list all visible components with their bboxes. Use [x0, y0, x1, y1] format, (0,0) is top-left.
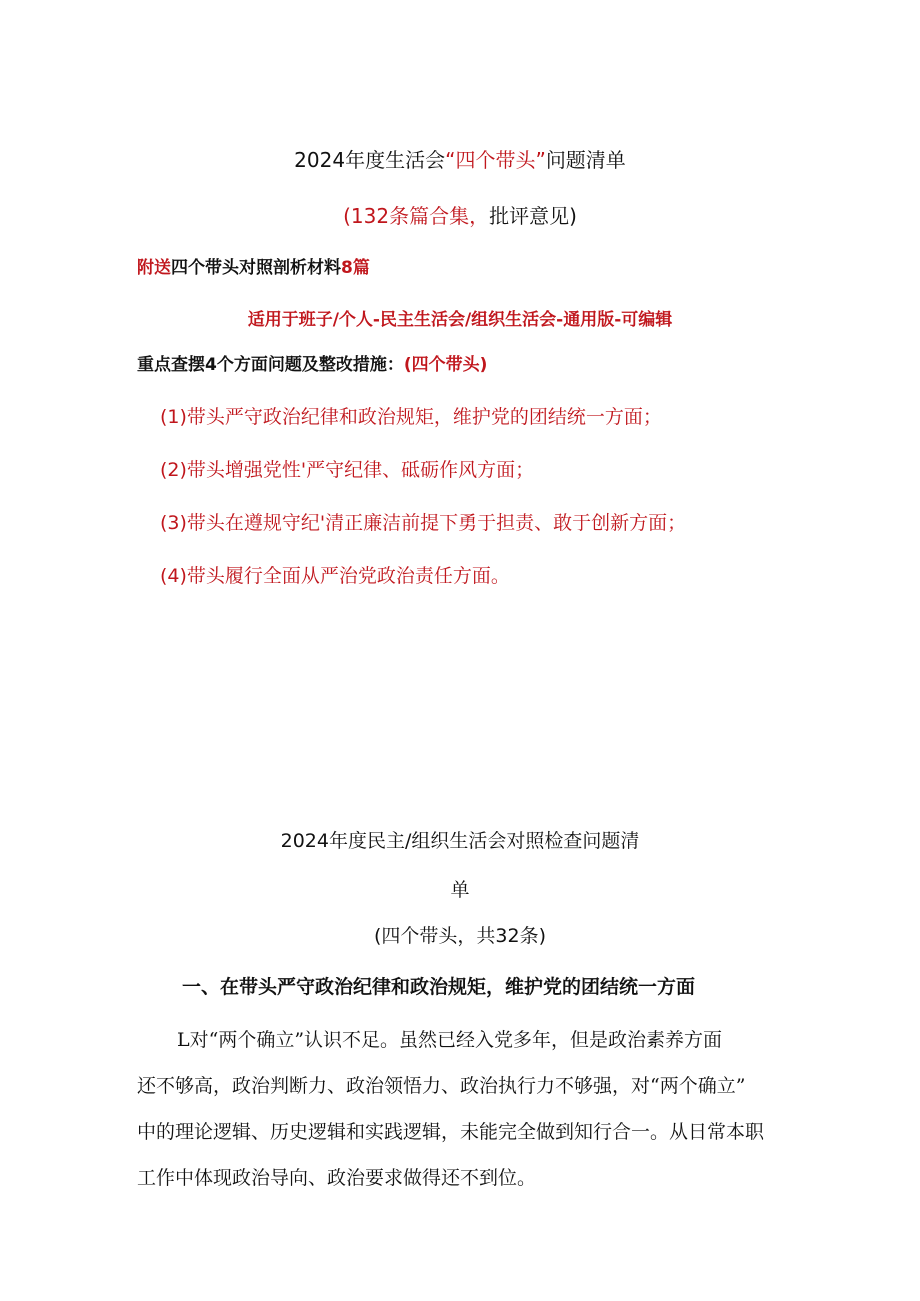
section-subtitle: (四个带头，共32条)	[373, 925, 546, 947]
title-highlight: “四个带头”	[445, 148, 546, 172]
attachment-note	[137, 260, 370, 277]
paragraph-line: L对“两个确立”认识不足。虽然已经入党多年，但是政治素养方面	[177, 1029, 723, 1051]
attachment-prefix: 附送	[137, 258, 171, 278]
focus-heading	[137, 357, 487, 374]
list-item: (1)带头严守政治纪律和政治规矩，维护党的团结统一方面；	[160, 406, 662, 428]
section-heading: 一、在带头严守政治纪律和政治规矩，维护党的团结统一方面	[182, 976, 696, 998]
subtitle-highlight: (132条篇合集，	[343, 204, 490, 228]
list-item: (2)带头增强党性'严守纪律、砥砺作风方面；	[160, 459, 535, 481]
document-title	[0, 150, 920, 170]
focus-text: 重点查摆4个方面问题及整改措施：	[137, 355, 404, 375]
applicable-note: 适用于班子/个人-民主生活会/组织生活会-通用版-可编辑	[247, 310, 673, 330]
paragraph-line: 还不够高，政治判断力、政治领悟力、政治执行力不够强，对“两个确立”	[137, 1075, 746, 1097]
body-paragraph	[137, 1017, 797, 1201]
paragraph-line: 中的理论逻辑、历史逻辑和实践逻辑，未能完全做到知行合一。从日常本职	[137, 1121, 765, 1143]
list-item: (4)带头履行全面从严治党政治责任方面。	[160, 565, 510, 587]
document-subtitle	[0, 206, 920, 226]
attachment-middle: 四个带头对照剖析材料	[171, 258, 341, 278]
title-suffix: 问题清单	[545, 148, 626, 172]
title-prefix: 2024年度生活会	[294, 148, 446, 172]
focus-highlight: (四个带头)	[403, 355, 488, 375]
subtitle-suffix: 批评意见)	[489, 204, 577, 228]
section-title-continued: 单	[450, 879, 470, 901]
paragraph-line: 工作中体现政治导向、政治要求做得还不到位。	[137, 1167, 537, 1189]
attachment-suffix: 8篇	[341, 258, 370, 278]
section-title: 2024年度民主/组织生活会对照检查问题清	[280, 830, 640, 852]
list-item: (3)带头在遵规守纪'清正廉洁前提下勇于担责、敢于创新方面；	[160, 512, 687, 534]
